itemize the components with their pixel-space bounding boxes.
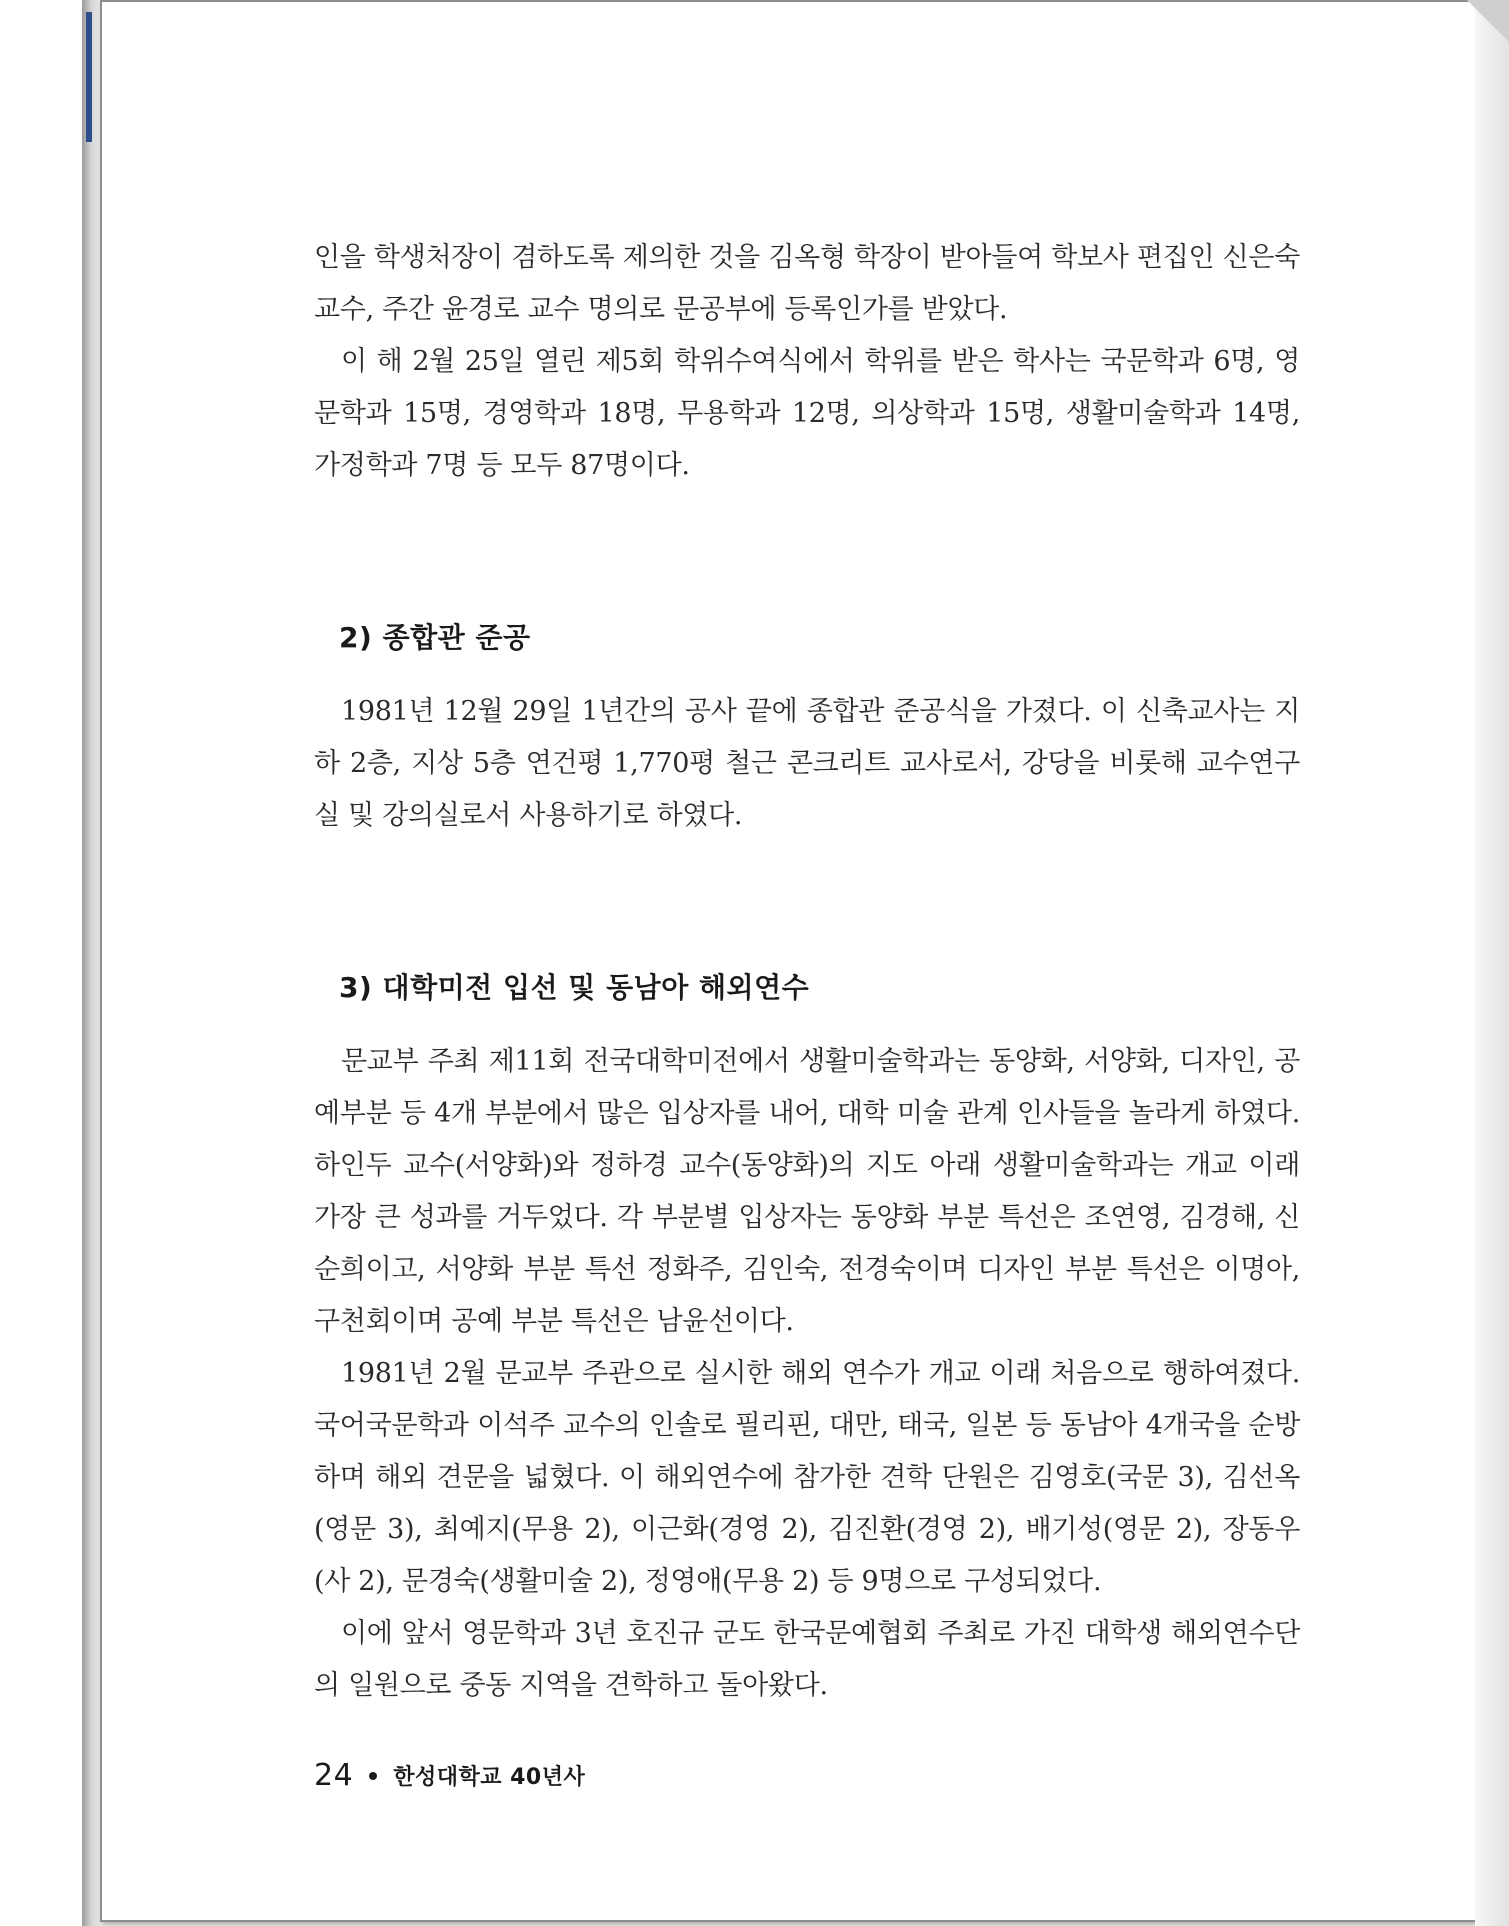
intro-paragraph-2: 이 해 2월 25일 열린 제5회 학위수여식에서 학위를 받은 학사는 국문학과 6명, 영문학과 15명, 경영학과 18명, 무용학과 12명, 의상학과 15명, 생활미술학과 14명, 가정학과 7명 등 모두 87명이다. <box>314 346 1300 481</box>
page-number: 24 <box>314 1758 354 1793</box>
running-book-title: 한성대학교 40년사 <box>393 1765 586 1790</box>
section-3-paragraph-3: 이에 앞서 영문학과 3년 호진규 군도 한국문예협회 주최로 가진 대학생 해외연수단의 일원으로 중동 지역을 견학하고 돌아왔다. <box>314 1618 1300 1701</box>
section-gap <box>314 492 1300 618</box>
page-content <box>314 232 1300 1712</box>
page-footer <box>314 1758 585 1793</box>
section-2-paragraph-1: 1981년 12월 29일 1년간의 공사 끝에 종합관 준공식을 가졌다. 이 신축교사는 지하 2층, 지상 5층 연건평 1,770평 철근 콘크리트 교사로서, 강당을 비롯해 교수연구실 및 강의실로서 사용하기로 하였다. <box>314 696 1300 831</box>
section-3-paragraph-2: 1981년 2월 문교부 주관으로 실시한 해외 연수가 개교 이래 처음으로 행하여졌다. 국어국문학과 이석주 교수의 인솔로 필리핀, 대만, 태국, 일본 등 동남아 4개국을 순방하며 해외 견문을 넓혔다. 이 해외연수에 참가한 견학 단원은 김영호(국문 3), 김선옥(영문 3), 최예지(무용 2), 이근화(경영 2), 김진환(경영 2), 배기성(영문 2), 장동우(사 2), 문경숙(생활미술 2), 정영애(무용 2) 등 9명으로 구성되었다. <box>314 1358 1300 1597</box>
page-corner-fold <box>1467 0 1509 42</box>
section-3-heading: 3) 대학미전 입선 및 동남아 해외연수 <box>339 971 810 1004</box>
intro-paragraph-1: 인을 학생처장이 겸하도록 제의한 것을 김옥형 학장이 받아들여 학보사 편집인 신은숙 교수, 주간 윤경로 교수 명의로 문공부에 등록인가를 받았다. <box>314 242 1300 325</box>
book-spine-ribbon <box>86 12 92 142</box>
page-right-edge <box>1475 0 1509 1926</box>
section-3-paragraph-1: 문교부 주최 제11회 전국대학미전에서 생활미술학과는 동양화, 서양화, 디자인, 공예부분 등 4개 부분에서 많은 입상자를 내어, 대학 미술 관계 인사들을 놀라게 하였다. 하인두 교수(서양화)와 정하경 교수(동양화)의 지도 아래 생활미술학과는 개교 이래 가장 큰 성과를 거두었다. 각 부분별 입상자는 동양화 부분 특선은 조연영, 김경해, 신순희이고, 서양화 부분 특선 정화주, 김인숙, 전경숙이며 디자인 부분 특선은 이명아, 구천회이며 공예 부분 특선은 남윤선이다. <box>314 1046 1300 1337</box>
bullet-dot-icon <box>369 1772 377 1780</box>
heading-gap <box>314 1008 1300 1036</box>
heading-gap <box>314 658 1300 686</box>
section-gap <box>314 842 1300 968</box>
section-2-heading: 2) 종합관 준공 <box>339 621 531 654</box>
